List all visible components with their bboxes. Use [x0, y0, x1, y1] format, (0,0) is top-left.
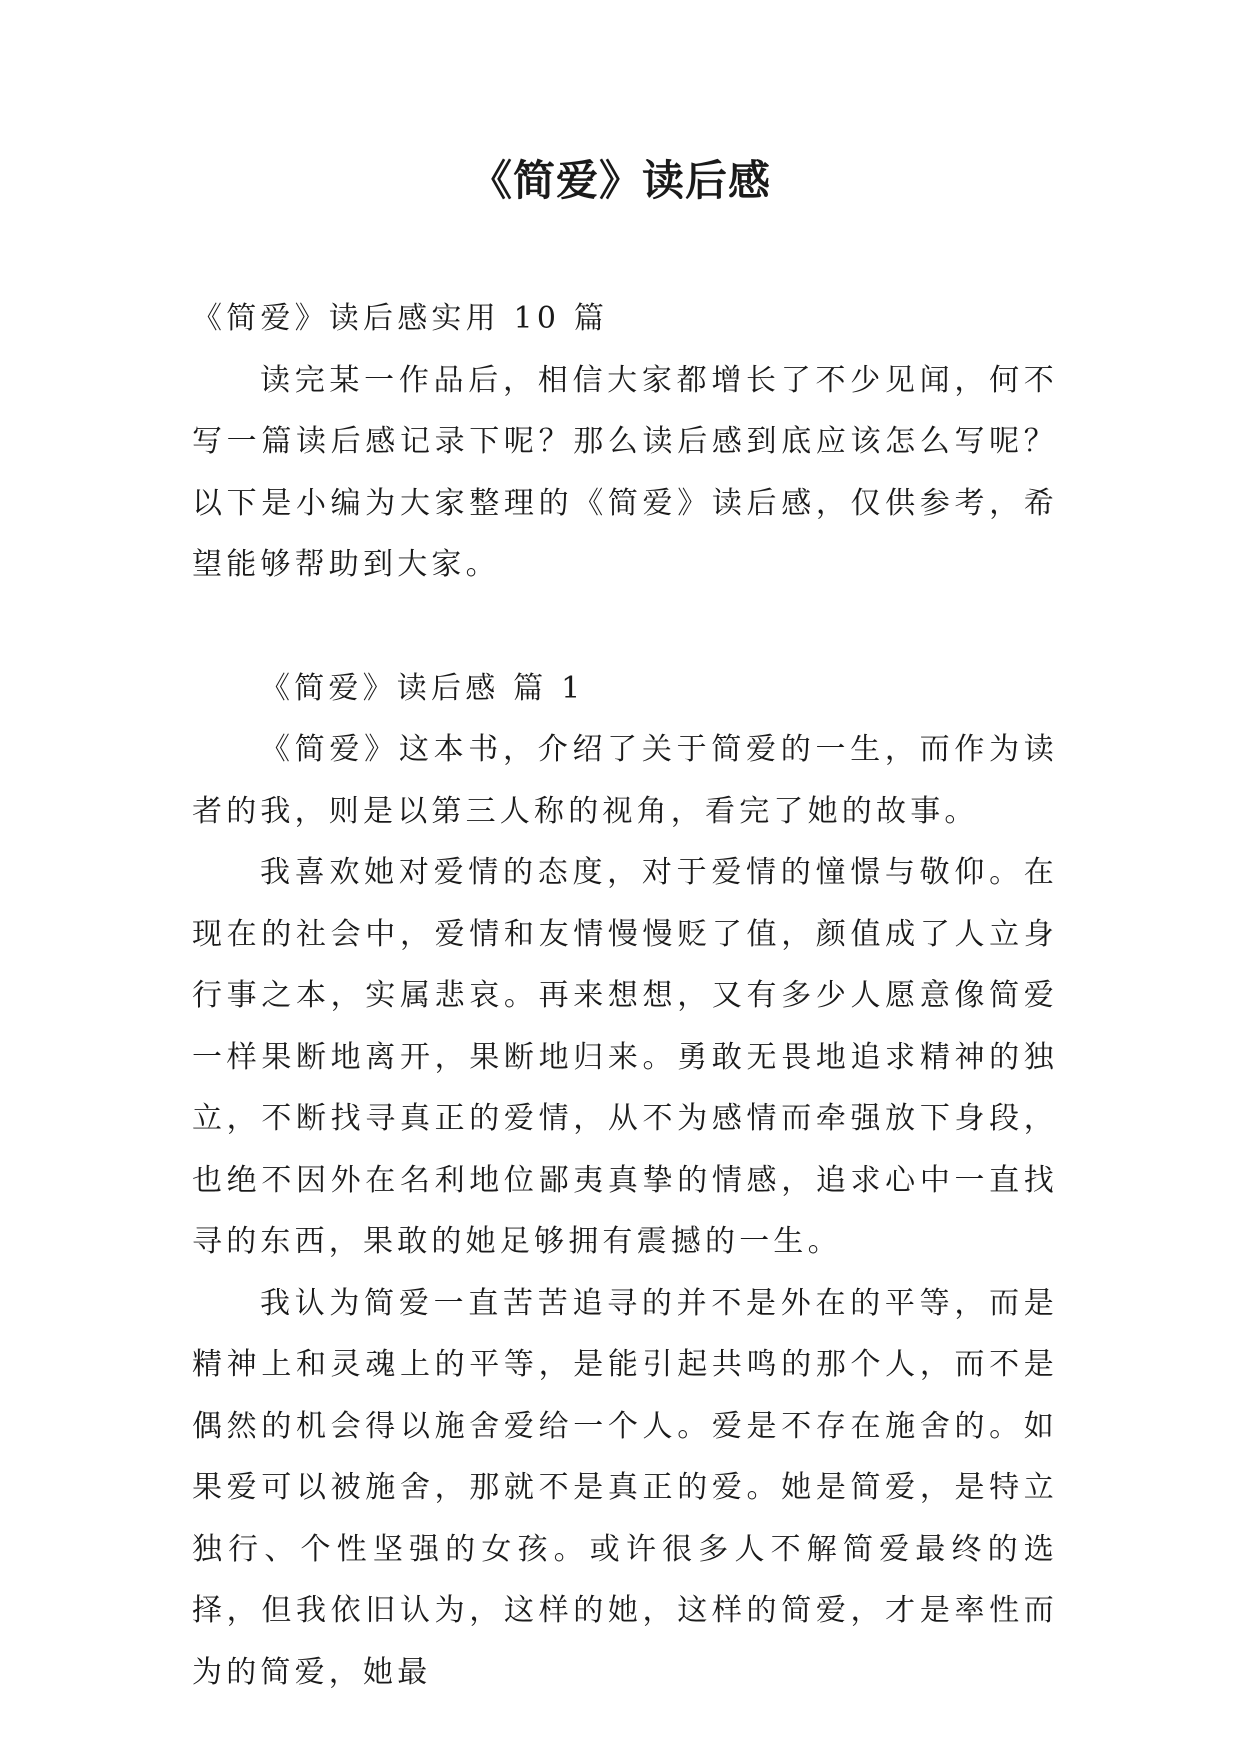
- body-paragraph: 我认为简爱一直苦苦追寻的并不是外在的平等，而是精神上和灵魂上的平等，是能引起共鸣的那个人，而不是偶然的机会得以施舍爱给一个人。爱是不存在施舍的。如果爱可以被施舍，那就不是真正的爱。她是简爱，是特立独行、个性坚强的女孩。或许很多人不解简爱最终的选择，但我依旧认为，这样的她，这样的简爱，才是率性而为的简爱，她最: [192, 1285, 1058, 1690]
- body-paragraph: 我喜欢她对爱情的态度，对于爱情的憧憬与敬仰。在现在的社会中，爱情和友情慢慢贬了值，颜值成了人立身行事之本，实属悲哀。再来想想，又有多少人愿意像简爱一样果断地离开，果断地归来。勇敢无畏地追求精神的独立，不断找寻真正的爱情，从不为感情而牵强放下身段，也绝不因外在名利地位鄙夷真挚的情感，追求心中一直找寻的东西，果敢的她足够拥有震撼的一生。: [192, 855, 1058, 1259]
- document-title: 《简爱》读后感: [469, 156, 771, 205]
- intro-paragraph: 读完某一作品后，相信大家都增长了不少见闻，何不写一篇读后感记录下呢？那么读后感到底应该怎么写呢？以下是小编为大家整理的《简爱》读后感，仅供参考，希望能够帮助到大家。: [192, 362, 1058, 582]
- body-paragraph: 《简爱》这本书，介绍了关于简爱的一生，而作为读者的我，则是以第三人称的视角，看完了她的故事。: [192, 732, 1058, 829]
- section-spacer: [192, 596, 1058, 658]
- document-subtitle: 《简爱》读后感实用 10 篇: [192, 301, 609, 336]
- section-heading: 《简爱》读后感 篇 1: [260, 670, 585, 706]
- document-body: [192, 288, 1058, 1703]
